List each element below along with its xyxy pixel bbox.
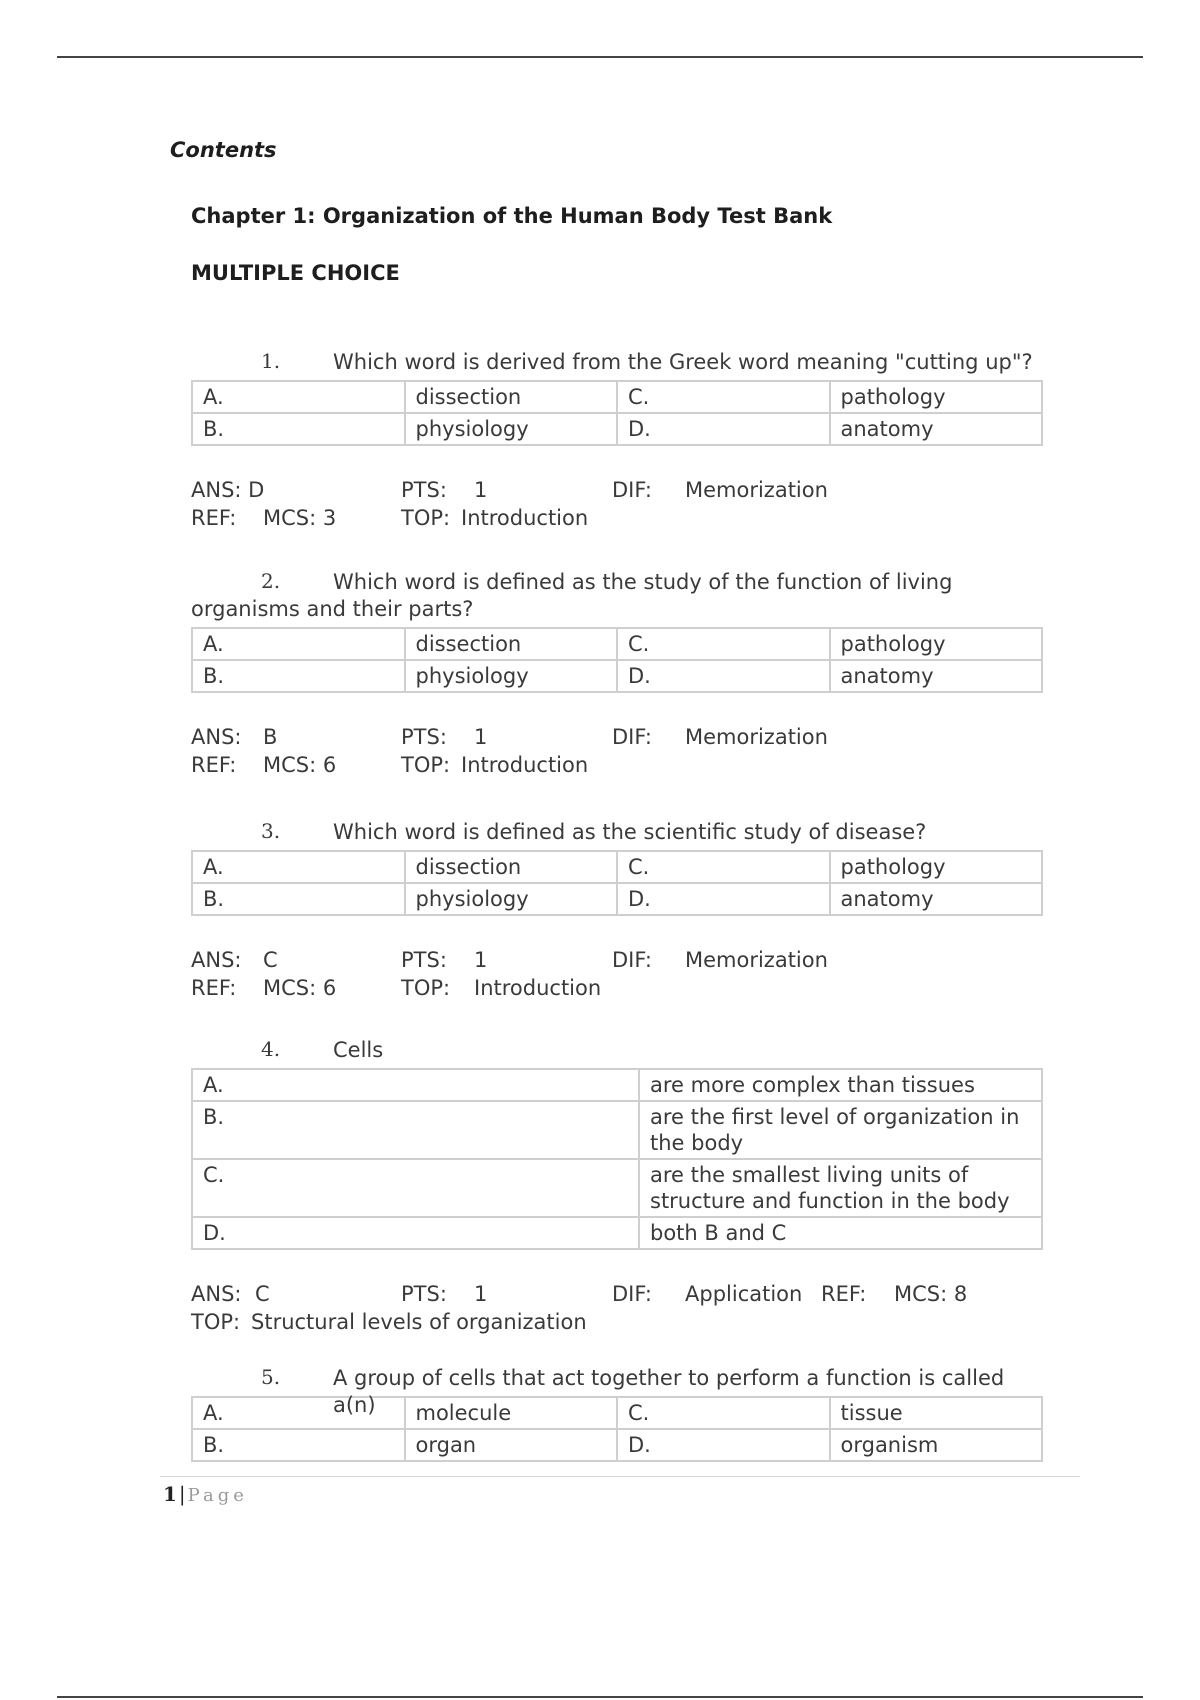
answer-meta: [191, 946, 1046, 1002]
option-text: both B and C: [639, 1217, 1042, 1249]
pts-label: PTS:: [401, 725, 447, 749]
ref-value: MCS: 8: [894, 1282, 968, 1306]
ans-value: B: [263, 725, 278, 749]
option-letter: A.: [192, 628, 405, 660]
ref-label: REF:: [191, 753, 237, 777]
answer-meta: [191, 476, 1046, 532]
option-text: organ: [405, 1429, 618, 1461]
dif-label: DIF:: [612, 948, 652, 972]
pts-label: PTS:: [401, 478, 447, 502]
table-row: [192, 1217, 1042, 1249]
question-number: 5.: [261, 1365, 281, 1389]
pts-value: 1: [474, 478, 488, 502]
option-text: physiology: [405, 883, 618, 915]
ref-label: REF:: [821, 1282, 867, 1306]
option-letter: D.: [617, 883, 830, 915]
option-text: tissue: [830, 1397, 1043, 1429]
ref-value: MCS: 3: [263, 506, 337, 530]
option-text: physiology: [405, 660, 618, 692]
option-letter: A.: [192, 1397, 405, 1429]
top-value: Introduction: [474, 976, 602, 1000]
table-row: [192, 851, 1042, 883]
top-label: TOP:: [401, 976, 451, 1000]
dif-value: Memorization: [685, 948, 828, 972]
options-table: [191, 380, 1043, 446]
option-text: pathology: [830, 628, 1043, 660]
ref-label: REF:: [191, 976, 237, 1000]
bottom-rule: [57, 1696, 1143, 1698]
top-value: Introduction: [461, 753, 589, 777]
footer-rule: [160, 1476, 1080, 1477]
section-title: MULTIPLE CHOICE: [191, 261, 400, 285]
ref-value: MCS: 6: [263, 753, 337, 777]
top-label: TOP:: [191, 1310, 241, 1334]
option-text: are the smallest living units of structure and function in the body: [639, 1159, 1042, 1217]
chapter-title: Chapter 1: Organization of the Human Body Test Bank: [191, 204, 833, 228]
question-stem: [191, 569, 1046, 627]
option-text: dissection: [405, 851, 618, 883]
option-letter: C.: [617, 1397, 830, 1429]
pts-label: PTS:: [401, 1282, 447, 1306]
option-letter: B.: [192, 883, 405, 915]
question-text: Cells: [333, 1038, 384, 1062]
option-letter: B.: [192, 1101, 639, 1159]
table-row: [192, 660, 1042, 692]
ans-label: ANS: D: [191, 478, 265, 502]
pts-value: 1: [474, 1282, 488, 1306]
table-row: [192, 628, 1042, 660]
ans-label: ANS:: [191, 1282, 242, 1306]
option-text: anatomy: [830, 660, 1043, 692]
table-row: [192, 1101, 1042, 1159]
dif-value: Memorization: [685, 478, 828, 502]
question-text: Which word is defined as the study of the function of living organisms and their parts?: [191, 570, 953, 621]
pts-value: 1: [474, 725, 488, 749]
option-text: molecule: [405, 1397, 618, 1429]
question-text: Which word is derived from the Greek word meaning "cutting up"?: [333, 350, 1033, 374]
dif-label: DIF:: [612, 1282, 652, 1306]
question-stem: [191, 819, 1046, 850]
option-letter: D.: [617, 660, 830, 692]
ref-value: MCS: 6: [263, 976, 337, 1000]
top-value: Structural levels of organization: [251, 1310, 587, 1334]
option-text: physiology: [405, 413, 618, 445]
option-letter: A.: [192, 851, 405, 883]
option-letter: B.: [192, 1429, 405, 1461]
table-row: [192, 1069, 1042, 1101]
option-text: dissection: [405, 381, 618, 413]
option-letter: C.: [617, 381, 830, 413]
contents-heading: Contents: [170, 138, 277, 162]
question-number: 2.: [261, 569, 281, 593]
option-text: anatomy: [830, 413, 1043, 445]
ans-value: C: [255, 1282, 270, 1306]
option-letter: A.: [192, 1069, 639, 1101]
question-text: A group of cells that act together to perform a function is called a(n): [333, 1366, 1005, 1417]
pts-label: PTS:: [401, 948, 447, 972]
answer-meta: [191, 1280, 1046, 1336]
top-value: Introduction: [461, 506, 589, 530]
option-letter: D.: [617, 1429, 830, 1461]
question-number: 3.: [261, 819, 281, 843]
option-text: are the first level of organization in the body: [639, 1101, 1042, 1159]
table-row: [192, 1429, 1042, 1461]
question-5: [191, 1365, 1046, 1462]
footer-separator: |: [178, 1482, 186, 1506]
question-1: [191, 349, 1046, 532]
dif-label: DIF:: [612, 478, 652, 502]
answer-meta: [191, 723, 1046, 779]
top-rule: [57, 56, 1143, 58]
page-word: Page: [187, 1485, 248, 1506]
options-table: [191, 850, 1043, 916]
page-number-footer: [163, 1482, 248, 1506]
option-letter: C.: [617, 628, 830, 660]
dif-value: Application: [685, 1282, 803, 1306]
options-table: [191, 1068, 1043, 1250]
table-row: [192, 413, 1042, 445]
question-3: [191, 819, 1046, 1002]
option-letter: C.: [617, 851, 830, 883]
option-text: are more complex than tissues: [639, 1069, 1042, 1101]
question-stem: [191, 349, 1046, 380]
question-text: Which word is defined as the scientific study of disease?: [333, 820, 927, 844]
table-row: [192, 883, 1042, 915]
dif-value: Memorization: [685, 725, 828, 749]
question-number: 1.: [261, 349, 281, 373]
option-text: dissection: [405, 628, 618, 660]
option-text: pathology: [830, 851, 1043, 883]
table-row: [192, 1159, 1042, 1217]
options-table: [191, 627, 1043, 693]
option-text: pathology: [830, 381, 1043, 413]
pts-value: 1: [474, 948, 488, 972]
option-letter: C.: [192, 1159, 639, 1217]
option-letter: B.: [192, 660, 405, 692]
ref-label: REF:: [191, 506, 237, 530]
top-label: TOP:: [401, 753, 451, 777]
option-letter: D.: [192, 1217, 639, 1249]
option-letter: D.: [617, 413, 830, 445]
dif-label: DIF:: [612, 725, 652, 749]
top-label: TOP:: [401, 506, 451, 530]
option-letter: A.: [192, 381, 405, 413]
ans-value: C: [263, 948, 278, 972]
page-number: 1: [163, 1482, 177, 1506]
question-number: 4.: [261, 1037, 281, 1061]
ans-label: ANS:: [191, 725, 242, 749]
option-letter: B.: [192, 413, 405, 445]
question-4: [191, 1037, 1046, 1336]
option-text: anatomy: [830, 883, 1043, 915]
option-text: organism: [830, 1429, 1043, 1461]
question-stem: [191, 1037, 1046, 1068]
ans-label: ANS:: [191, 948, 242, 972]
table-row: [192, 381, 1042, 413]
question-2: [191, 569, 1046, 779]
